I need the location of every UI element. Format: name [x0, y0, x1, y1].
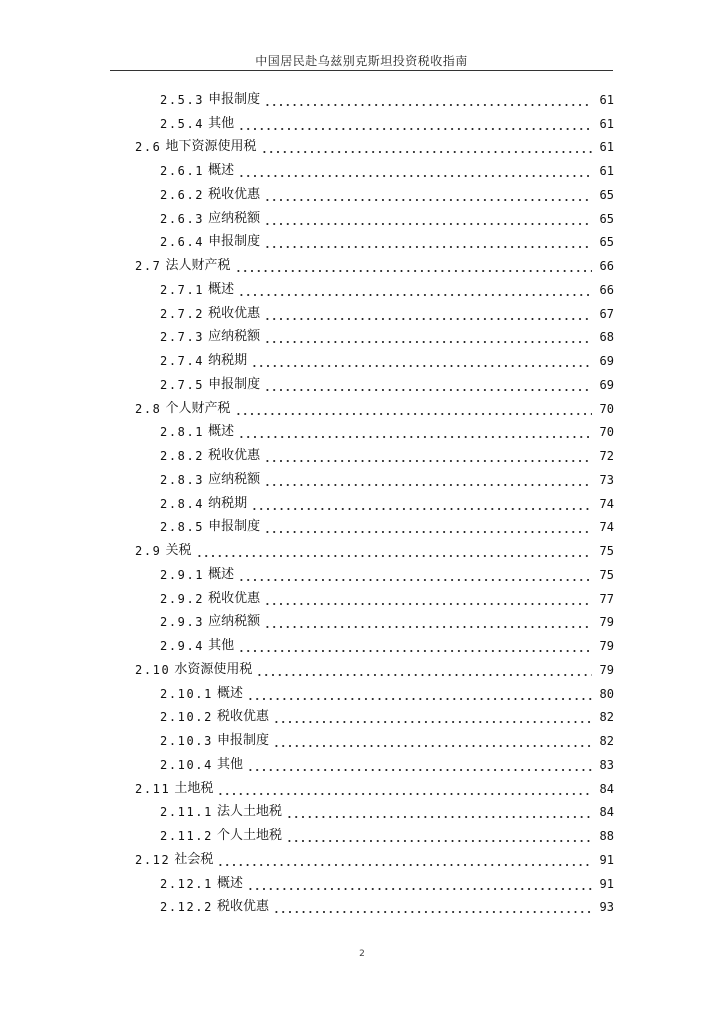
toc-entry-page: 70 [599, 425, 614, 440]
toc-entry[interactable] [0, 729, 724, 753]
toc-entry[interactable] [0, 302, 724, 326]
toc-entry-page: 67 [599, 306, 614, 321]
toc-entry-page: 65 [599, 211, 614, 226]
toc-entry-title: 应纳税额 [208, 210, 261, 226]
toc-entry-title: 纳税期 [208, 353, 248, 369]
toc-entry[interactable] [0, 563, 724, 587]
toc-entry-page: 91 [599, 852, 614, 867]
toc-dot-leader [264, 329, 592, 345]
toc-entry-title: 其他 [216, 756, 243, 772]
toc-dot-leader [264, 234, 592, 250]
toc-dot-leader [217, 852, 592, 868]
toc-dot-leader [264, 519, 592, 535]
toc-entry-title: 概述 [208, 163, 235, 179]
toc-entry[interactable] [0, 326, 724, 350]
toc-entry-title: 个人财产税 [165, 400, 231, 416]
toc-entry[interactable] [0, 183, 724, 207]
toc-dot-leader [264, 377, 592, 393]
toc-dot-leader [238, 163, 592, 179]
toc-entry-number: 2.12 [135, 852, 171, 867]
toc-entry-title: 应纳税额 [208, 329, 261, 345]
toc-entry-title: 其他 [208, 638, 235, 654]
toc-entry-number: 2.9.1 [160, 567, 205, 582]
toc-entry-number: 2.8.5 [160, 520, 205, 535]
toc-entry-number: 2.8.1 [160, 425, 205, 440]
toc-entry-title: 应纳税额 [208, 471, 261, 487]
toc-dot-leader [238, 282, 592, 298]
toc-entry-page: 61 [599, 92, 614, 107]
toc-entry[interactable] [0, 397, 724, 421]
toc-entry-title: 概述 [216, 875, 243, 891]
toc-entry[interactable] [0, 207, 724, 231]
toc-entry[interactable] [0, 88, 724, 112]
toc-entry-number: 2.10.3 [160, 734, 213, 749]
toc-entry-number: 2.8.4 [160, 496, 205, 511]
toc-dot-leader [264, 92, 592, 108]
toc-entry-number: 2.9 [135, 544, 162, 559]
toc-entry-number: 2.9.4 [160, 639, 205, 654]
toc-dot-leader [256, 662, 592, 678]
toc-entry[interactable] [0, 706, 724, 730]
toc-dot-leader [286, 804, 592, 820]
toc-entry-page: 93 [599, 900, 614, 915]
toc-entry-page: 72 [599, 449, 614, 464]
toc-entry-number: 2.6.3 [160, 211, 205, 226]
toc-entry-title: 其他 [208, 115, 235, 131]
toc-dot-leader [264, 472, 592, 488]
toc-entry[interactable] [0, 468, 724, 492]
toc-entry[interactable] [0, 587, 724, 611]
toc-entry[interactable] [0, 278, 724, 302]
toc-entry[interactable] [0, 801, 724, 825]
toc-dot-leader [238, 424, 592, 440]
toc-entry-title: 水资源使用税 [174, 661, 253, 677]
toc-entry-page: 88 [599, 829, 614, 844]
toc-dot-leader [251, 353, 592, 369]
toc-entry-number: 2.10.4 [160, 757, 213, 772]
toc-dot-leader [238, 638, 592, 654]
toc-entry[interactable] [0, 848, 724, 872]
toc-entry-page: 79 [599, 639, 614, 654]
toc-entry-number: 2.5.3 [160, 92, 205, 107]
toc-entry[interactable] [0, 421, 724, 445]
toc-dot-leader [273, 899, 592, 915]
toc-entry-number: 2.8.2 [160, 449, 205, 464]
toc-entry-number: 2.6.4 [160, 235, 205, 250]
toc-dot-leader [196, 543, 593, 559]
toc-entry-number: 2.7.4 [160, 354, 205, 369]
toc-entry-number: 2.8 [135, 401, 162, 416]
table-of-contents [0, 88, 724, 919]
toc-entry[interactable] [0, 136, 724, 160]
toc-dot-leader [217, 781, 592, 797]
toc-entry-number: 2.7.5 [160, 377, 205, 392]
toc-entry[interactable] [0, 444, 724, 468]
toc-entry-title: 应纳税额 [208, 614, 261, 630]
toc-entry[interactable] [0, 753, 724, 777]
toc-entry-page: 84 [599, 805, 614, 820]
toc-entry-page: 73 [599, 472, 614, 487]
toc-dot-leader [238, 567, 592, 583]
toc-entry[interactable] [0, 896, 724, 920]
toc-entry-page: 74 [599, 496, 614, 511]
toc-dot-leader [264, 614, 592, 630]
toc-entry[interactable] [0, 539, 724, 563]
page-number: 2 [359, 949, 365, 959]
toc-entry[interactable] [0, 516, 724, 540]
toc-entry-number: 2.11.2 [160, 829, 213, 844]
toc-entry-title: 个人土地税 [216, 828, 282, 844]
toc-entry-page: 83 [599, 757, 614, 772]
toc-entry-page: 79 [599, 615, 614, 630]
toc-entry[interactable] [0, 349, 724, 373]
toc-entry-page: 65 [599, 235, 614, 250]
toc-entry-page: 79 [599, 662, 614, 677]
toc-entry-page: 69 [599, 354, 614, 369]
toc-entry-title: 申报制度 [208, 91, 261, 107]
toc-entry[interactable] [0, 872, 724, 896]
toc-dot-leader [235, 401, 593, 417]
toc-entry-title: 税收优惠 [216, 709, 269, 725]
toc-entry-number: 2.8.3 [160, 472, 205, 487]
toc-entry-number: 2.10.1 [160, 686, 213, 701]
toc-entry-number: 2.7.1 [160, 282, 205, 297]
toc-dot-leader [264, 211, 592, 227]
toc-entry-title: 关税 [165, 543, 192, 559]
toc-entry-page: 61 [599, 116, 614, 131]
toc-entry-page: 61 [599, 140, 614, 155]
toc-entry-page: 82 [599, 710, 614, 725]
toc-entry-page: 82 [599, 734, 614, 749]
toc-entry-number: 2.6 [135, 140, 162, 155]
toc-dot-leader [264, 591, 592, 607]
toc-entry-number: 2.11 [135, 781, 171, 796]
toc-entry-number: 2.7.2 [160, 306, 205, 321]
toc-entry-number: 2.9.2 [160, 591, 205, 606]
toc-entry-number: 2.6.2 [160, 187, 205, 202]
toc-entry-title: 土地税 [174, 780, 214, 796]
toc-entry-number: 2.9.3 [160, 615, 205, 630]
toc-entry-title: 税收优惠 [208, 448, 261, 464]
toc-entry[interactable] [0, 373, 724, 397]
toc-entry-number: 2.12.2 [160, 900, 213, 915]
toc-entry-title: 纳税期 [208, 495, 248, 511]
toc-entry-title: 申报制度 [208, 234, 261, 250]
toc-dot-leader [286, 828, 592, 844]
toc-dot-leader [264, 187, 592, 203]
toc-entry-title: 概述 [208, 424, 235, 440]
header-divider [110, 70, 613, 71]
toc-entry-page: 74 [599, 520, 614, 535]
toc-entry-title: 法人财产税 [165, 258, 231, 274]
toc-entry[interactable] [0, 159, 724, 183]
toc-dot-leader [264, 448, 592, 464]
toc-dot-leader [238, 116, 592, 132]
toc-entry-page: 68 [599, 330, 614, 345]
toc-entry-title: 申报制度 [208, 519, 261, 535]
toc-entry-page: 84 [599, 781, 614, 796]
toc-entry-title: 社会税 [174, 851, 214, 867]
toc-entry-page: 91 [599, 876, 614, 891]
toc-dot-leader [261, 139, 593, 155]
toc-entry-title: 申报制度 [216, 733, 269, 749]
toc-entry-number: 2.10.2 [160, 710, 213, 725]
toc-entry[interactable] [0, 824, 724, 848]
toc-entry-page: 66 [599, 282, 614, 297]
toc-entry-page: 61 [599, 164, 614, 179]
toc-entry-number: 2.12.1 [160, 876, 213, 891]
toc-entry-page: 70 [599, 401, 614, 416]
toc-entry-number: 2.7.3 [160, 330, 205, 345]
toc-entry-number: 2.6.1 [160, 164, 205, 179]
toc-dot-leader [251, 496, 592, 512]
toc-entry-page: 75 [599, 544, 614, 559]
toc-dot-leader [273, 709, 592, 725]
toc-entry-page: 75 [599, 567, 614, 582]
toc-entry[interactable] [0, 634, 724, 658]
toc-entry-title: 税收优惠 [208, 186, 261, 202]
toc-entry-page: 69 [599, 377, 614, 392]
toc-dot-leader [264, 306, 592, 322]
toc-entry-page: 77 [599, 591, 614, 606]
toc-entry[interactable] [0, 682, 724, 706]
toc-entry[interactable] [0, 777, 724, 801]
toc-dot-leader [247, 686, 592, 702]
toc-entry-title: 税收优惠 [208, 305, 261, 321]
toc-entry-title: 申报制度 [208, 376, 261, 392]
toc-entry[interactable] [0, 658, 724, 682]
toc-entry-number: 2.7 [135, 259, 162, 274]
toc-dot-leader [247, 876, 592, 892]
page-header-title: 中国居民赴乌兹别克斯坦投资税收指南 [255, 54, 468, 68]
toc-entry[interactable] [0, 492, 724, 516]
toc-entry-title: 税收优惠 [208, 590, 261, 606]
toc-entry-number: 2.11.1 [160, 805, 213, 820]
toc-entry-title: 法人土地税 [216, 804, 282, 820]
toc-dot-leader [247, 757, 592, 773]
toc-entry-title: 概述 [208, 566, 235, 582]
toc-dot-leader [235, 258, 593, 274]
toc-entry-title: 税收优惠 [216, 899, 269, 915]
toc-entry-page: 65 [599, 187, 614, 202]
toc-entry[interactable] [0, 112, 724, 136]
toc-dot-leader [273, 733, 592, 749]
toc-entry-number: 2.5.4 [160, 116, 205, 131]
toc-entry[interactable] [0, 611, 724, 635]
toc-entry-page: 80 [599, 686, 614, 701]
toc-entry-title: 地下资源使用税 [165, 139, 257, 155]
toc-entry-page: 66 [599, 259, 614, 274]
toc-entry[interactable] [0, 231, 724, 255]
toc-entry-title: 概述 [216, 685, 243, 701]
toc-entry-title: 概述 [208, 281, 235, 297]
toc-entry-number: 2.10 [135, 662, 171, 677]
toc-entry[interactable] [0, 254, 724, 278]
